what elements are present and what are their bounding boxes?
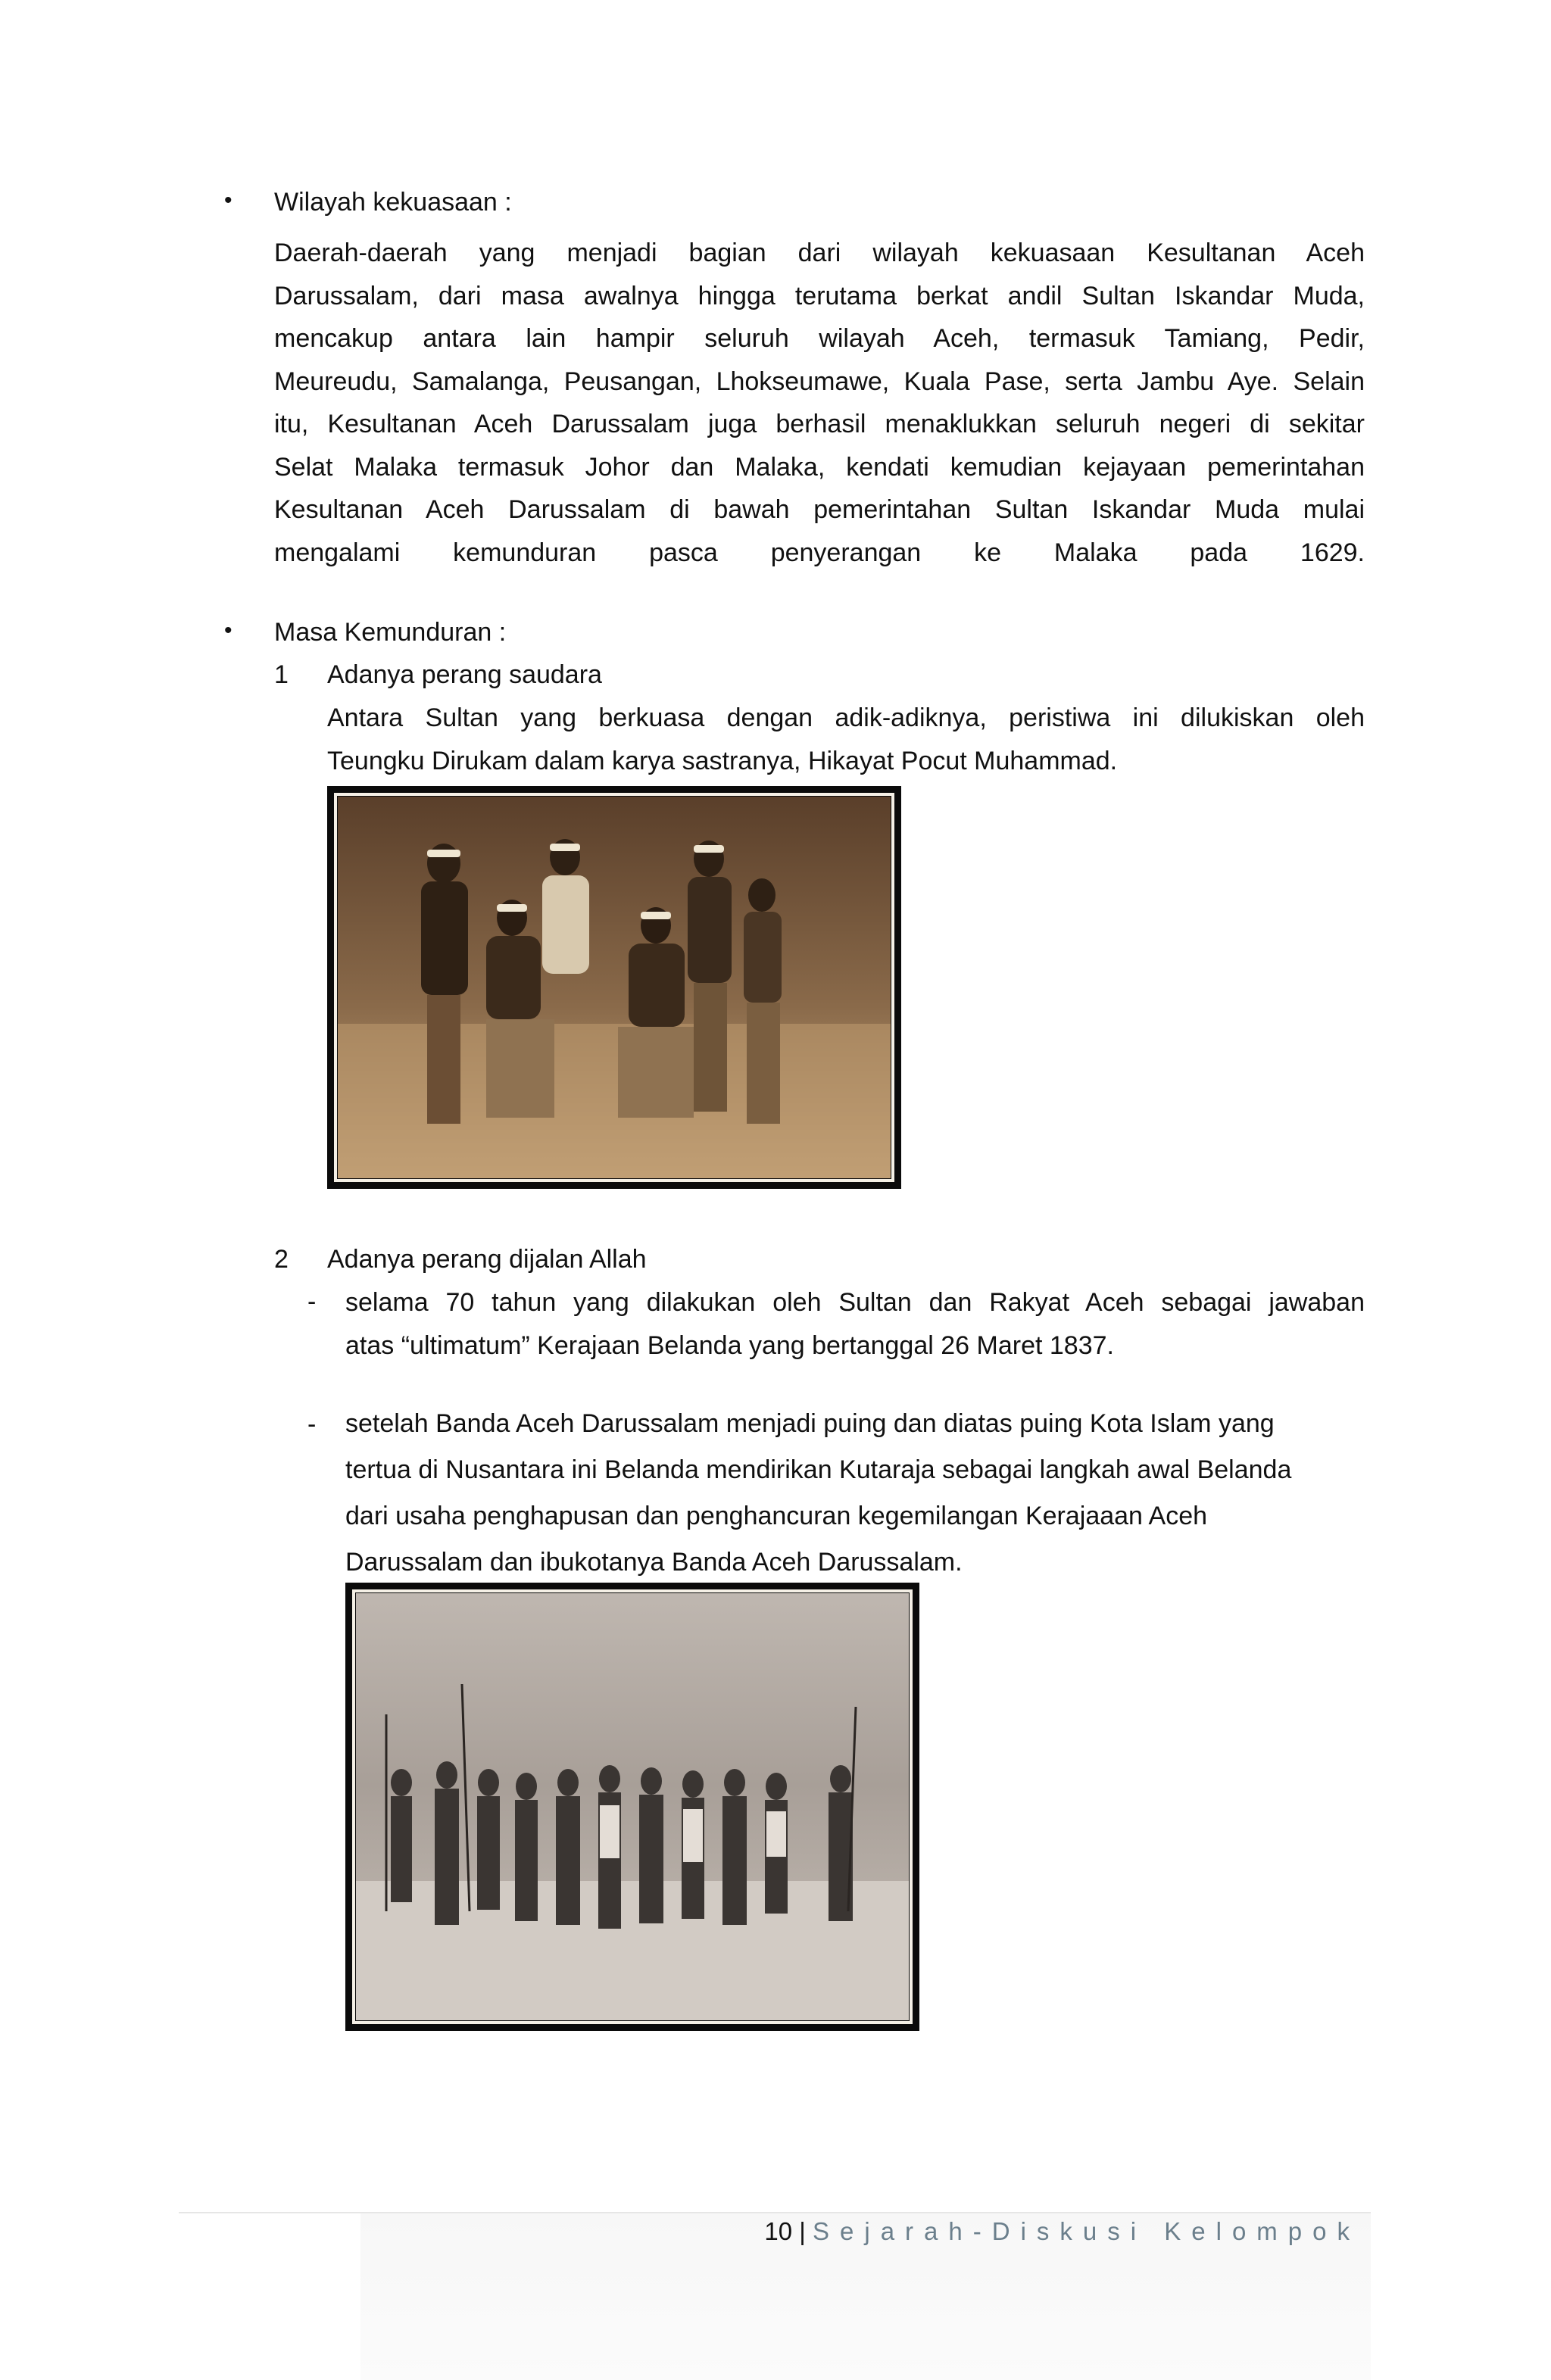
footer-title: Sejarah-Diskusi Kelompok [813,2217,1360,2245]
paragraph-line: atas “ultimatum” Kerajaan Belanda yang bertanggal 26 Maret 1837. [345,1330,1114,1360]
photo-group-portrait [327,786,901,1189]
paragraph-line: mencakup antara lain hampir seluruh wilayah Aceh, termasuk Tamiang, Pedir, [274,324,1365,353]
paragraph-perang-allah-2 [345,1401,1365,1586]
paragraph-line: Antara Sultan yang berkuasa dengan adik-adiknya, peristiwa ini dilukiskan oleh [327,703,1365,732]
sepia-photo [338,797,891,1178]
paragraph-wilayah [274,232,1365,574]
dash-marker: - [307,1287,317,1316]
page-number: 10 [764,2217,793,2245]
footer [764,2219,1360,2244]
section-heading-wilayah: Wilayah kekuasaan : [274,188,512,217]
paragraph-perang-saudara [327,697,1365,782]
paragraph-line: Daerah-daerah yang menjadi bagian dari wilayah kekuasaan Kesultanan Aceh [274,239,1365,267]
paragraph-line: itu, Kesultanan Aceh Darussalam juga berhasil menaklukkan seluruh negeri di sekitar [274,410,1365,438]
paragraph-line: mengalami kemunduran pasca penyerangan ke Malaka pada 1629. [274,538,1365,567]
paragraph-line: Darussalam dan ibukotanya Banda Aceh Darussalam. [345,1548,963,1577]
paragraph-line: setelah Banda Aceh Darussalam menjadi puing dan diatas puing Kota Islam yang [345,1409,1275,1438]
paragraph-perang-allah-1 [345,1281,1365,1367]
paragraph-line: Meureudu, Samalanga, Peusangan, Lhokseumawe, Kuala Pase, serta Jambu Aye. Selain [274,367,1365,396]
bullet-marker: • [224,618,232,643]
paragraph-line: dari usaha penghapusan dan penghancuran kegemilangan Kerajaaan Aceh [345,1502,1208,1530]
list-number: 2 [274,1245,289,1274]
dash-marker: - [307,1410,317,1439]
paragraph-line: Darussalam, dari masa awalnya hingga terutama berkat andil Sultan Iskandar Muda, [274,281,1365,310]
grayscale-photo [356,1593,909,2020]
paragraph-line: Teungku Dirukam dalam karya sastranya, Hikayat Pocut Muhammad. [327,746,1118,775]
bullet-marker: • [224,188,232,213]
list-item-title: Adanya perang saudara [327,660,602,689]
footer-divider [179,2212,1371,2213]
section-heading-kemunduran: Masa Kemunduran : [274,618,507,647]
list-number: 1 [274,660,289,689]
paragraph-line: Selat Malaka termasuk Johor dan Malaka, kendati kemudian kejayaan pemerintahan [274,452,1365,482]
paragraph-line: tertua di Nusantara ini Belanda mendirikan Kutaraja sebagai langkah awal Belanda [345,1455,1292,1484]
paragraph-line: Kesultanan Aceh Darussalam di bawah pemerintahan Sultan Iskandar Muda mulai [274,495,1365,524]
footer-separator: | [799,2217,806,2245]
list-item-title: Adanya perang dijalan Allah [327,1245,647,1274]
paragraph-line: selama 70 tahun yang dilakukan oleh Sultan dan Rakyat Aceh sebagai jawaban [345,1288,1365,1317]
photo-prisoners [345,1583,919,2031]
